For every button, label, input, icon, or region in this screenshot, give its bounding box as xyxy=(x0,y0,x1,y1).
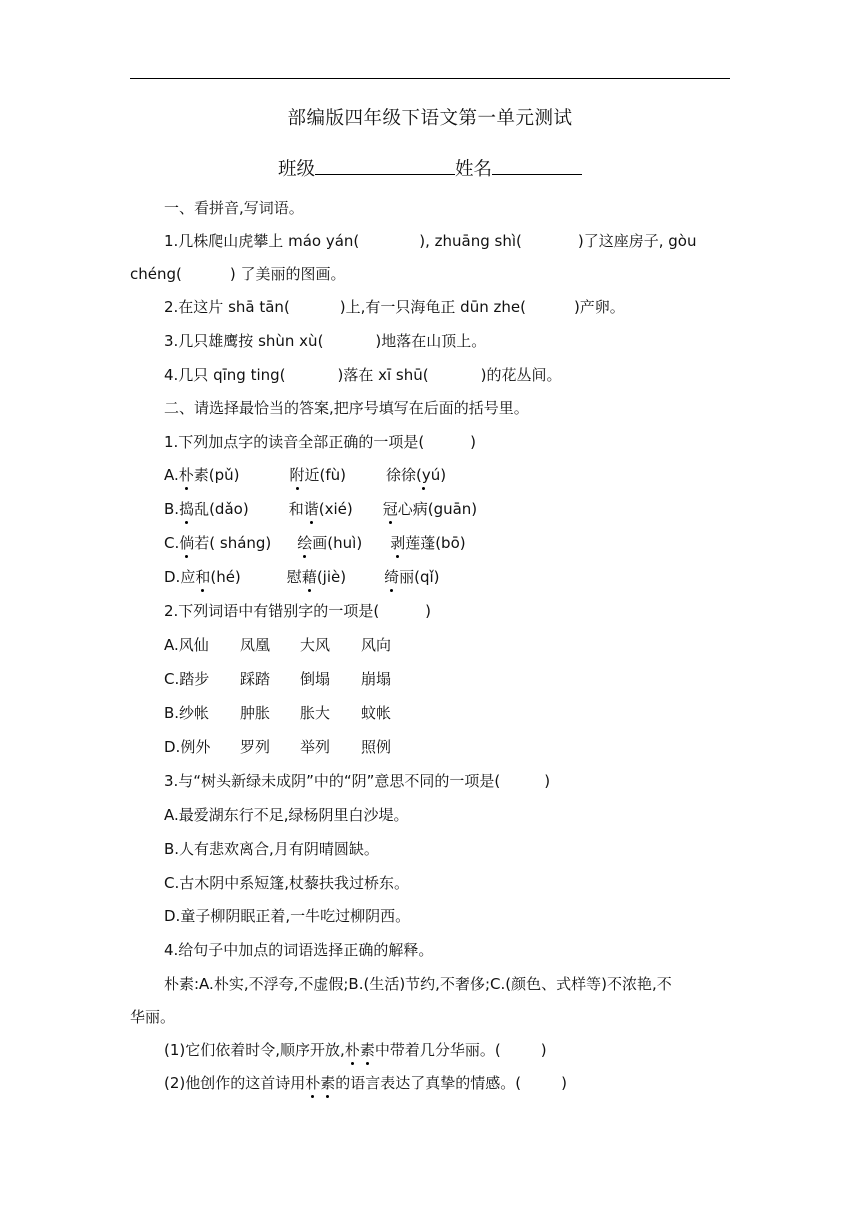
s2-q3-stem: 3.与“树头新绿未成阴”中的“阴”意思不同的一项是( ) xyxy=(164,772,551,790)
header-rule xyxy=(130,78,730,79)
page-title: 部编版四年级下语文第一单元测试 xyxy=(287,108,573,129)
s2-q4-sentence-2: (2)他创作的这首诗用朴素的语言表达了真挚的情感。( ) xyxy=(164,1074,567,1092)
s2-q1-option-b: B.捣乱(dǎo) 和谐(xié) 冠心病(guān) xyxy=(164,500,478,518)
s2-q2-row-1: A.风仙 凤凰 大风 风向 xyxy=(164,636,392,654)
s2-q3-option-d: D.童子柳阴眠正着,一牛吃过柳阴西。 xyxy=(164,907,411,925)
name-blank[interactable] xyxy=(492,156,582,175)
s2-q4-definition-line2: 华丽。 xyxy=(130,1008,176,1026)
s2-q2-row-4: D.例外 罗列 举列 照例 xyxy=(164,738,392,756)
class-blank[interactable] xyxy=(315,156,455,175)
s1-q4: 4.几只 qīng ting( )落在 xī shū( )的花丛间。 xyxy=(164,366,562,384)
s1-q1-line1: 1.几株爬山虎攀上 máo yán( ), zhuāng shì( )了这座房子, gòu xyxy=(164,232,697,250)
section1-heading: 一、看拼音,写词语。 xyxy=(164,199,304,217)
s1-q2: 2.在这片 shā tān( )上,有一只海龟正 dūn zhe( )产卵。 xyxy=(164,298,625,316)
name-label: 姓名 xyxy=(455,159,493,180)
s2-q4-stem: 4.给句子中加点的词语选择正确的解释。 xyxy=(164,941,434,959)
s2-q1-option-c: C.倘若( sháng) 绘画(huì) 剥莲蓬(bō) xyxy=(164,534,466,552)
s2-q4-sentence-1: (1)它们依着时令,顺序开放,朴素中带着几分华丽。( ) xyxy=(164,1041,547,1059)
s2-q3-option-a: A.最爱湖东行不足,绿杨阴里白沙堤。 xyxy=(164,806,409,824)
s1-q1-line2: chéng( ) 了美丽的图画。 xyxy=(130,265,346,283)
s2-q3-option-c: C.古木阴中系短篷,杖藜扶我过桥东。 xyxy=(164,874,410,892)
class-label: 班级 xyxy=(277,159,315,180)
s2-q2-row-2: C.踏步 踩踏 倒塌 崩塌 xyxy=(164,670,392,688)
s2-q2-row-3: B.纱帐 肿胀 胀大 蚊帐 xyxy=(164,704,392,722)
class-name-line xyxy=(0,155,860,181)
section2-heading: 二、请选择最恰当的答案,把序号填写在后面的括号里。 xyxy=(164,399,529,417)
s2-q4-definition-line1: 朴素:A.朴实,不浮夸,不虚假;B.(生活)节约,不奢侈;C.(颜色、式样等)不浓艳,不 xyxy=(164,975,672,993)
s1-q3: 3.几只雄鹰按 shùn xù( )地落在山顶上。 xyxy=(164,332,487,350)
s2-q3-option-b: B.人有悲欢离合,月有阴晴圆缺。 xyxy=(164,840,379,858)
s2-q1-option-a: A.朴素(pǔ) 附近(fù) 徐徐(yú) xyxy=(164,466,447,484)
s2-q2-stem: 2.下列词语中有错别字的一项是( ) xyxy=(164,602,432,620)
s2-q1-stem: 1.下列加点字的读音全部正确的一项是( ) xyxy=(164,433,477,451)
s2-q1-option-d: D.应和(hé) 慰藉(jiè) 绮丽(qǐ) xyxy=(164,568,440,586)
